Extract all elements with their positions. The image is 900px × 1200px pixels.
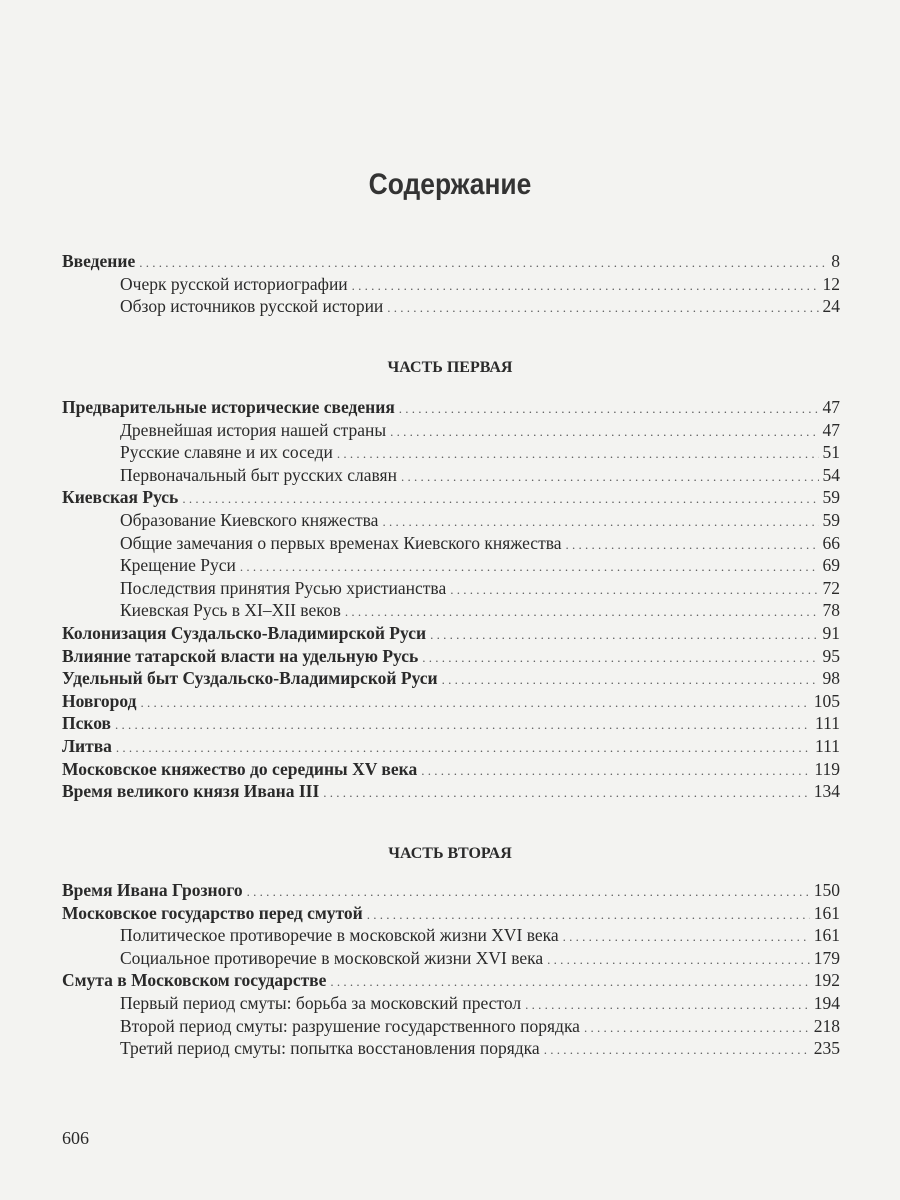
dot-leader (547, 952, 810, 968)
toc-entry-page: 24 (822, 296, 840, 317)
dot-leader (140, 695, 809, 711)
toc-entry-title: Образование Киевского княжества (120, 509, 379, 530)
toc-entry (62, 1016, 840, 1039)
dot-leader (139, 255, 827, 271)
toc-entry-title: Первый период смуты: борьба за московский престол (120, 992, 522, 1013)
dot-leader (116, 740, 811, 756)
toc-entry-title: Время Ивана Грозного (62, 880, 243, 900)
dot-leader (430, 627, 818, 643)
toc-entry (62, 759, 840, 782)
part-one-heading: ЧАСТЬ ПЕРВАЯ (387, 359, 513, 376)
toc-entry-page: 47 (822, 397, 840, 417)
toc-intro (62, 251, 840, 319)
dot-leader (115, 717, 811, 733)
toc-entry (62, 903, 840, 926)
dot-leader (401, 469, 819, 485)
dot-leader (345, 604, 819, 620)
toc-entry-page: 98 (822, 668, 840, 689)
toc-entry (62, 970, 840, 993)
dot-leader (442, 672, 819, 688)
toc-entry (62, 713, 840, 736)
toc-entry-page: 59 (822, 487, 840, 508)
toc-entry-page: 8 (831, 251, 840, 271)
toc-entry-page: 150 (813, 880, 840, 900)
toc-entry-title: Новгород (62, 690, 137, 711)
toc-entry-page: 12 (822, 273, 840, 294)
toc-entry-page: 66 (822, 532, 840, 553)
toc-entry-page: 111 (815, 713, 840, 734)
toc-entry (62, 781, 840, 804)
part-two-heading: ЧАСТЬ ВТОРАЯ (388, 845, 512, 862)
toc-entry-page: 54 (822, 464, 840, 485)
toc-entry (62, 296, 840, 319)
page-number: 606 (62, 1128, 89, 1148)
dot-leader (323, 785, 809, 801)
dot-leader (525, 997, 810, 1013)
toc-entry-title: Второй период смуты: разрушение государственного порядка (120, 1015, 580, 1036)
toc-entry-page: 47 (822, 419, 840, 440)
toc-entry (62, 668, 840, 691)
dot-leader (566, 537, 819, 553)
toc-entry-title: Последствия принятия Русью христианства (120, 577, 447, 598)
toc-entry-page: 51 (822, 442, 840, 463)
toc-entry (62, 442, 840, 465)
toc-entry-page: 194 (813, 992, 840, 1013)
toc-entry-page: 192 (813, 970, 840, 991)
toc-entry (62, 578, 840, 601)
toc-entry-page: 95 (822, 645, 840, 666)
toc-entry-page: 161 (813, 902, 840, 923)
toc-entry-title: Предварительные исторические сведения (62, 397, 395, 417)
toc-entry-title: Социальное противоречие в московской жизни XVI века (120, 947, 544, 968)
toc-entry (62, 251, 840, 274)
toc-entry-page: 235 (813, 1038, 840, 1059)
toc-entry-title: Смута в Московском государстве (62, 970, 327, 991)
dot-leader (337, 446, 819, 462)
toc-entry-page: 78 (822, 600, 840, 621)
toc-entry-title: Первоначальный быт русских славян (120, 464, 397, 485)
toc-entry (62, 555, 840, 578)
toc-entry-title: Московское государство перед смутой (62, 902, 363, 923)
toc-entry (62, 397, 840, 420)
toc-entry (62, 420, 840, 443)
toc-entry (62, 925, 840, 948)
toc-entry (62, 465, 840, 488)
toc-entry-title: Древнейшая история нашей страны (120, 419, 387, 440)
dot-leader (422, 650, 818, 666)
toc-entry (62, 274, 840, 297)
toc-entry-page: 105 (813, 690, 840, 711)
dot-leader (399, 401, 819, 417)
toc-entry-page: 72 (822, 577, 840, 598)
toc-entry-page: 69 (822, 555, 840, 576)
toc-entry (62, 510, 840, 533)
toc-entry-title: Псков (62, 713, 111, 734)
dot-leader (584, 1020, 810, 1036)
dot-leader (563, 929, 810, 945)
toc-part-one (62, 397, 840, 804)
toc-entry-title: Время великого князя Ивана III (62, 781, 320, 802)
dot-leader (421, 763, 810, 779)
dot-leader (390, 424, 818, 440)
toc-entry-title: Крещение Руси (120, 555, 236, 576)
dot-leader (387, 300, 818, 316)
toc-entry-title: Колонизация Суздальско-Владимирской Руси (62, 622, 427, 643)
toc-entry-title: Киевская Русь (62, 487, 179, 508)
dot-leader (352, 278, 819, 294)
toc-entry-page: 179 (813, 947, 840, 968)
dot-leader (247, 884, 810, 900)
toc-entry-page: 134 (813, 781, 840, 802)
toc-entry-title: Литва (62, 735, 112, 756)
toc-entry-page: 218 (813, 1015, 840, 1036)
toc-entry (62, 736, 840, 759)
toc-entry (62, 533, 840, 556)
toc-entry (62, 993, 840, 1016)
dot-leader (367, 907, 810, 923)
toc-entry (62, 646, 840, 669)
toc-entry (62, 880, 840, 903)
toc-entry-title: Удельный быт Суздальско-Владимирской Руси (62, 668, 438, 689)
toc-entry-title: Киевская Русь в XI–XII веков (120, 600, 341, 621)
toc-entry-title: Общие замечания о первых временах Киевского княжества (120, 532, 562, 553)
dot-leader (182, 491, 818, 507)
toc-entry-title: Московское княжество до середины XV века (62, 758, 418, 779)
toc-entry-page: 119 (814, 758, 840, 779)
page-title: Содержание (368, 168, 532, 201)
toc-part-two (62, 880, 840, 1061)
toc-entry-title: Третий период смуты: попытка восстановления порядка (120, 1038, 540, 1059)
toc-entry-page: 91 (822, 622, 840, 643)
toc-entry (62, 623, 840, 646)
dot-leader (330, 974, 809, 990)
toc-entry-page: 161 (813, 925, 840, 946)
toc-entry-title: Введение (62, 251, 136, 271)
toc-entry-title: Влияние татарской власти на удельную Русь (62, 645, 419, 666)
toc-entry-title: Обзор источников русской истории (120, 296, 384, 317)
dot-leader (240, 559, 819, 575)
toc-entry-page: 111 (815, 735, 840, 756)
toc-entry-title: Очерк русской историографии (120, 273, 348, 294)
toc-entry-title: Политическое противоречие в московской жизни XVI века (120, 925, 559, 946)
dot-leader (382, 514, 818, 530)
dot-leader (450, 582, 818, 598)
toc-entry (62, 691, 840, 714)
dot-leader (544, 1042, 810, 1058)
toc-entry-page: 59 (822, 509, 840, 530)
toc-entry (62, 1038, 840, 1061)
toc-entry-title: Русские славяне и их соседи (120, 442, 333, 463)
toc-entry (62, 948, 840, 971)
toc-entry (62, 487, 840, 510)
toc-entry (62, 600, 840, 623)
